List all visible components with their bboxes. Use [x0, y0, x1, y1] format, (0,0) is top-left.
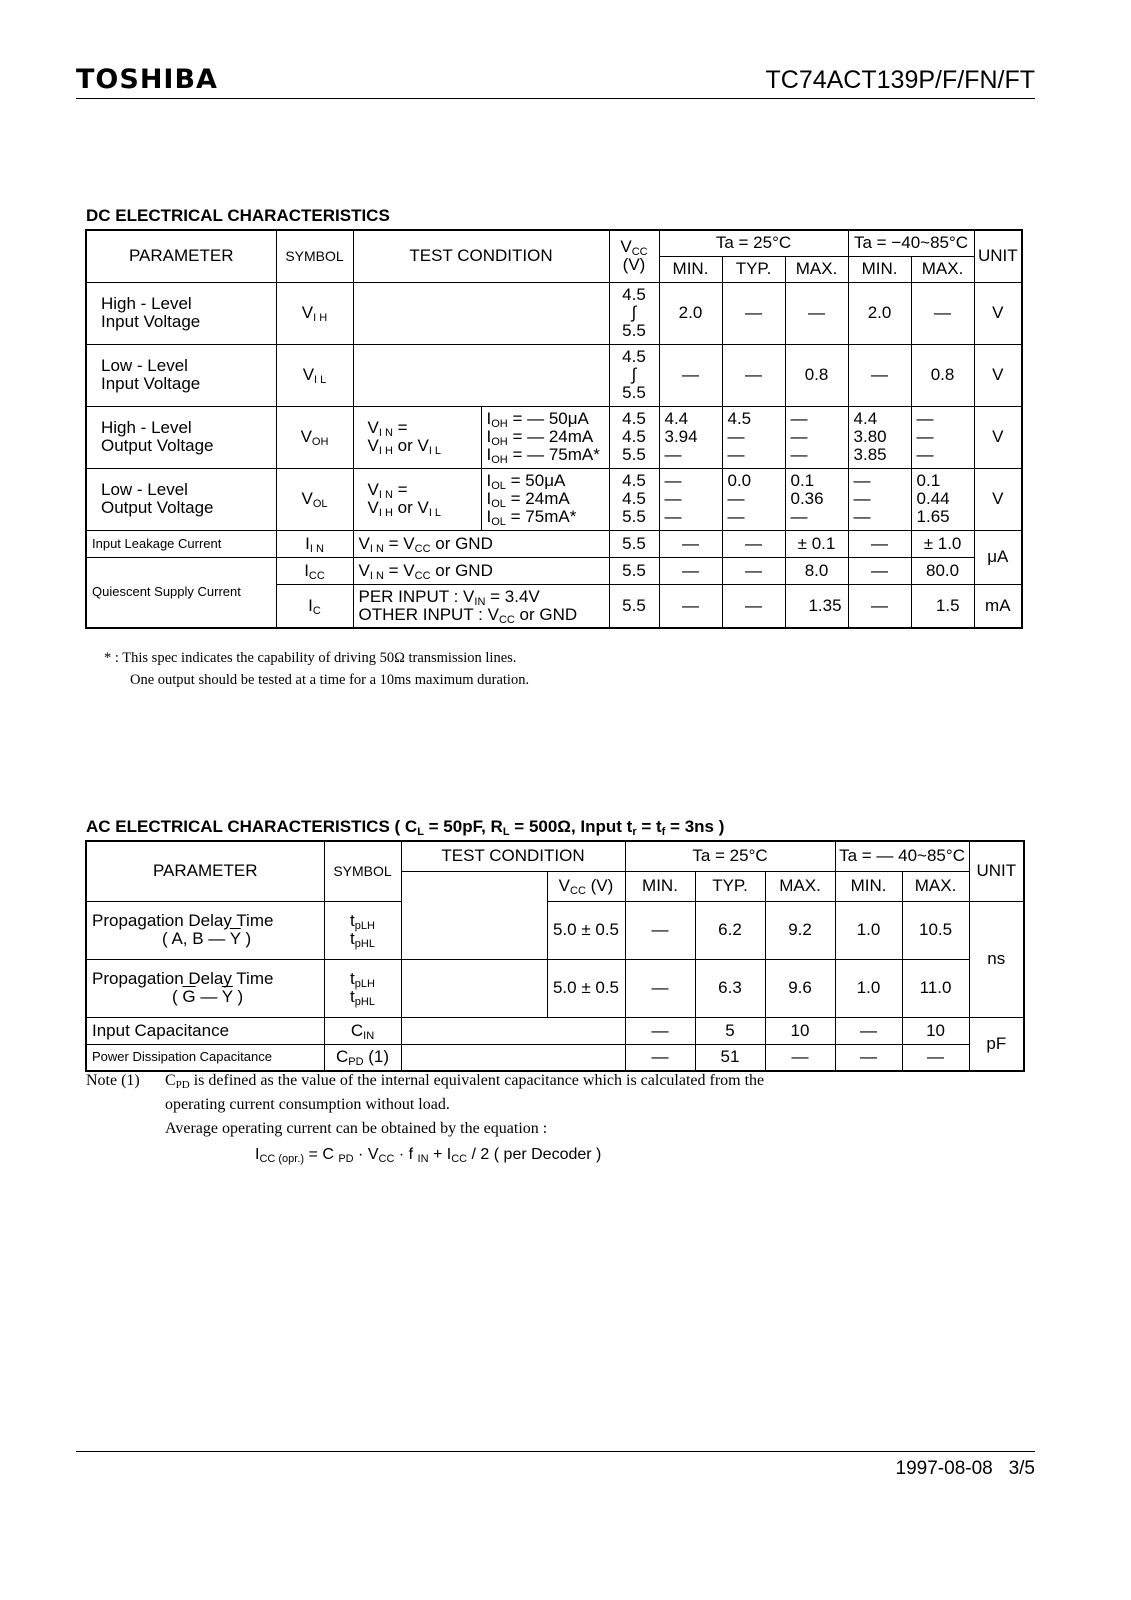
- dc-col-vcc: $V_{CC}$ (V): [609, 230, 659, 282]
- min2-cell: —: [848, 557, 911, 584]
- param-cell: Input Leakage Current: [86, 530, 276, 557]
- min2-cell: — — —: [848, 468, 911, 530]
- vcc-cell: 5.0 ± 0.5: [547, 959, 625, 1017]
- dc-section-title: DC ELECTRICAL CHARACTERISTICS: [86, 206, 390, 225]
- symbol-cell: $t_{pLH}$ $t_{pHL}$: [324, 959, 401, 1017]
- min-cell: —: [659, 530, 722, 557]
- max-cell: 10: [765, 1017, 835, 1044]
- vcc-cell: 4.5 4.5 5.5: [609, 406, 659, 468]
- table-row: [86, 530, 1022, 557]
- dc-col-max2: MAX.: [911, 256, 974, 282]
- symbol-cell: $t_{pLH}$ $t_{pHL}$: [324, 901, 401, 959]
- max2-cell: — — —: [911, 406, 974, 468]
- min-cell: — — —: [659, 468, 722, 530]
- min2-cell: —: [835, 1017, 902, 1044]
- condition-cell: [401, 1044, 625, 1071]
- max-cell: —: [785, 282, 848, 344]
- max2-cell: —: [911, 282, 974, 344]
- dc-col-max: MAX.: [785, 256, 848, 282]
- dc-footnote: * : This spec indicates the capability of driving 50Ω transmission lines.: [104, 650, 517, 666]
- symbol-cell: $V_{OL}$: [276, 468, 353, 530]
- ac-note-label: Note (1): [86, 1072, 140, 1089]
- min-cell: 2.0: [659, 282, 722, 344]
- dc-col-min: MIN.: [659, 256, 722, 282]
- unit-cell: V: [974, 282, 1022, 344]
- ac-col-test-condition: TEST CONDITION: [401, 841, 625, 871]
- typ-cell: —: [722, 530, 785, 557]
- condition-cell: $V_{I N}$ = $V_{I H}$ or $V_{I L}$: [353, 468, 481, 530]
- typ-cell: 6.2: [695, 901, 765, 959]
- max-cell: — — —: [785, 406, 848, 468]
- condition-cell: [353, 282, 609, 344]
- table-row: [86, 901, 1024, 959]
- max2-cell: 10: [902, 1017, 969, 1044]
- ac-col-max: MAX.: [765, 871, 835, 901]
- unit-cell: μA: [974, 530, 1022, 584]
- vcc-cell: 4.5 4.5 5.5: [609, 468, 659, 530]
- table-row: [86, 282, 1022, 344]
- condition-cell: $V_{I N} = V_{CC}$ or GND: [353, 530, 609, 557]
- max-cell: 0.1 0.36 —: [785, 468, 848, 530]
- typ-cell: 0.0 — —: [722, 468, 785, 530]
- dc-col-test-condition: TEST CONDITION: [353, 230, 609, 282]
- dc-col-unit: UNIT: [974, 230, 1022, 282]
- min-cell: —: [625, 901, 695, 959]
- icc-equation: $I_{CC (opr.)} = C$ $_{PD} \cdot V_{CC} \cdot f$ $_{IN} + I_{CC} / 2$ ( per Decoder ): [255, 1146, 602, 1165]
- min-cell: —: [659, 557, 722, 584]
- min2-cell: —: [835, 1044, 902, 1071]
- unit-cell: pF: [969, 1017, 1024, 1071]
- max2-cell: —: [902, 1044, 969, 1071]
- ac-col-min2: MIN.: [835, 871, 902, 901]
- ac-col-parameter: PARAMETER: [86, 841, 324, 901]
- ac-col-max2: MAX.: [902, 871, 969, 901]
- symbol-cell: $I_C$: [276, 584, 353, 628]
- min-cell: —: [659, 344, 722, 406]
- ac-characteristics-table: [85, 840, 1025, 1072]
- min-cell: 4.4 3.94 —: [659, 406, 722, 468]
- table-row: [86, 1017, 1024, 1044]
- ac-col-min: MIN.: [625, 871, 695, 901]
- dc-header-row-1: [86, 230, 1022, 256]
- max2-cell: 0.1 0.44 1.65: [911, 468, 974, 530]
- max2-cell: 11.0: [902, 959, 969, 1017]
- vcc-cell: 4.5 ∫ 5.5: [609, 344, 659, 406]
- footer-rule: [76, 1451, 1035, 1452]
- max2-cell: 10.5: [902, 901, 969, 959]
- param-cell: Input Capacitance: [86, 1017, 324, 1044]
- condition-detail-cell: $I_{OH}$ = — 50μA $I_{OH}$ = — 24mA $I_{OH}$ = — 75mA*: [481, 406, 609, 468]
- vcc-cell: 4.5 ∫ 5.5: [609, 282, 659, 344]
- condition-cell: [353, 344, 609, 406]
- condition-cell: PER INPUT : $V_{IN} = 3.4V$ OTHER INPUT : $V_{CC}$ or GND: [353, 584, 609, 628]
- ac-header-row-1: [86, 841, 1024, 871]
- condition-cell: [401, 959, 547, 1017]
- dc-col-ta25: Ta = 25°C: [659, 230, 848, 256]
- ac-col-ta-range: Ta = — 40~85°C: [835, 841, 969, 871]
- param-cell: Power Dissipation Capacitance: [86, 1044, 324, 1071]
- unit-cell: mA: [974, 584, 1022, 628]
- condition-cell: $V_{I N}$ = $V_{I H}$ or $V_{I L}$: [353, 406, 481, 468]
- param-cell: High - Level Input Voltage: [86, 282, 276, 344]
- min2-cell: 1.0: [835, 959, 902, 1017]
- param-cell: High - Level Output Voltage: [86, 406, 276, 468]
- dc-col-typ: TYP.: [722, 256, 785, 282]
- param-cell: Low - Level Input Voltage: [86, 344, 276, 406]
- condition-cell: [401, 901, 547, 959]
- ac-section-title: AC ELECTRICAL CHARACTERISTICS ( $C_L = 50pF$, $R_L = 500\Omega$, Input $t_r = t_f = 3ns$ ): [86, 817, 725, 838]
- dc-col-ta-range: Ta = −40~85°C: [848, 230, 974, 256]
- ac-note-line-2: operating current consumption without load.: [165, 1096, 450, 1113]
- max-cell: 0.8: [785, 344, 848, 406]
- param-cell: Propagation Delay Time ( A, B — $\overline{Y}$ ): [86, 901, 324, 959]
- ac-note-line-1: $C_{PD}$ is defined as the value of the internal equivalent capacitance which is calculated from the: [165, 1072, 765, 1091]
- ac-col-ta25: Ta = 25°C: [625, 841, 835, 871]
- dc-col-parameter: PARAMETER: [86, 230, 276, 282]
- unit-cell: ns: [969, 901, 1024, 1017]
- min2-cell: 1.0: [835, 901, 902, 959]
- max-cell: 1.35: [785, 584, 848, 628]
- table-row: [86, 468, 1022, 530]
- dc-footnote-2: One output should be tested at a time for a 10ms maximum duration.: [130, 672, 530, 688]
- ac-col-vcc: $V_{CC}$ (V): [547, 871, 625, 901]
- unit-cell: V: [974, 406, 1022, 468]
- condition-cell: $V_{I N} = V_{CC}$ or GND: [353, 557, 609, 584]
- vcc-cell: 5.5: [609, 557, 659, 584]
- param-cell: Propagation Delay Time ( $\overline{G}$ — $\overline{Y}$ ): [86, 959, 324, 1017]
- unit-cell: V: [974, 468, 1022, 530]
- ac-header-blank: [401, 871, 547, 901]
- symbol-cell: $C_{PD}$ (1): [324, 1044, 401, 1071]
- min2-cell: 2.0: [848, 282, 911, 344]
- typ-cell: —: [722, 344, 785, 406]
- max2-cell: 0.8: [911, 344, 974, 406]
- condition-detail-cell: $I_{OL} = 50\mu A$ $I_{OL} = 24mA$ $I_{OL} = 75mA*$: [481, 468, 609, 530]
- typ-cell: —: [722, 557, 785, 584]
- table-row: [86, 344, 1022, 406]
- unit-cell: V: [974, 344, 1022, 406]
- min-cell: —: [625, 1044, 695, 1071]
- symbol-cell: $C_{IN}$: [324, 1017, 401, 1044]
- brand-logo: TOSHIBA: [76, 64, 218, 95]
- vcc-cell: 5.5: [609, 530, 659, 557]
- typ-cell: —: [722, 584, 785, 628]
- table-row: [86, 959, 1024, 1017]
- max-cell: ± 0.1: [785, 530, 848, 557]
- min2-cell: —: [848, 344, 911, 406]
- ac-col-typ: TYP.: [695, 871, 765, 901]
- table-row: [86, 406, 1022, 468]
- symbol-cell: $I_{CC}$: [276, 557, 353, 584]
- typ-cell: 6.3: [695, 959, 765, 1017]
- vcc-cell: 5.0 ± 0.5: [547, 901, 625, 959]
- dc-characteristics-table: [85, 229, 1023, 629]
- ac-col-unit: UNIT: [969, 841, 1024, 901]
- symbol-cell: $V_{I L}$: [276, 344, 353, 406]
- max2-cell: 1.5: [911, 584, 974, 628]
- ac-col-symbol: SYMBOL: [324, 841, 401, 901]
- symbol-cell: $I_{I N}$: [276, 530, 353, 557]
- symbol-cell: $V_{OH}$: [276, 406, 353, 468]
- dc-col-symbol: SYMBOL: [276, 230, 353, 282]
- vcc-cell: 5.5: [609, 584, 659, 628]
- ac-note-line-3: Average operating current can be obtained by the equation :: [165, 1120, 548, 1137]
- max2-cell: ± 1.0: [911, 530, 974, 557]
- condition-cell: [401, 1017, 625, 1044]
- max-cell: 9.2: [765, 901, 835, 959]
- min-cell: —: [625, 1017, 695, 1044]
- symbol-cell: $V_{I H}$: [276, 282, 353, 344]
- part-number: TC74ACT139P/F/FN/FT: [765, 66, 1035, 94]
- min2-cell: —: [848, 584, 911, 628]
- footer-date-page: 1997-08-08 3/5: [895, 1458, 1035, 1479]
- param-cell: Quiescent Supply Current: [86, 557, 276, 628]
- typ-cell: 5: [695, 1017, 765, 1044]
- typ-cell: 4.5 — —: [722, 406, 785, 468]
- header-rule: [76, 98, 1035, 99]
- min2-cell: 4.4 3.80 3.85: [848, 406, 911, 468]
- typ-cell: 51: [695, 1044, 765, 1071]
- max-cell: 9.6: [765, 959, 835, 1017]
- min-cell: —: [625, 959, 695, 1017]
- table-row: [86, 557, 1022, 584]
- min2-cell: —: [848, 530, 911, 557]
- typ-cell: —: [722, 282, 785, 344]
- dc-col-min2: MIN.: [848, 256, 911, 282]
- param-cell: Low - Level Output Voltage: [86, 468, 276, 530]
- table-row: [86, 1044, 1024, 1071]
- min-cell: —: [659, 584, 722, 628]
- max-cell: —: [765, 1044, 835, 1071]
- max-cell: 8.0: [785, 557, 848, 584]
- max2-cell: 80.0: [911, 557, 974, 584]
